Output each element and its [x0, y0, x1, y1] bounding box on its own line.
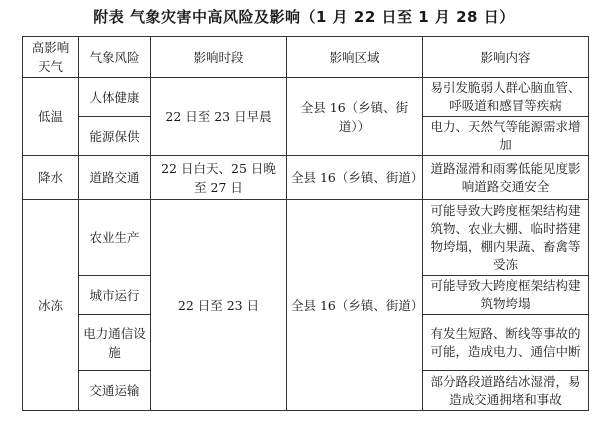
impact-cell: 可能导致大跨度框架结构建筑物垮塌 [423, 276, 589, 315]
table-title: 附表 气象灾害中高风险及影响（1 月 22 日至 1 月 28 日） [93, 8, 515, 26]
area-cell: 全县 16（乡镇、街道） [287, 200, 423, 411]
impact-cell: 部分路段道路结冰湿滑，易造成交通拥堵和事故 [423, 371, 589, 411]
header-period: 影响时段 [151, 37, 287, 78]
risk-cell: 农业生产 [79, 200, 151, 276]
period-cell: 22 日至 23 日早晨 [151, 78, 287, 156]
header-area: 影响区域 [287, 37, 423, 78]
weather-cell: 冰冻 [23, 200, 79, 411]
period-cell: 22 日至 23 日 [151, 200, 287, 411]
weather-cell: 降水 [23, 156, 79, 200]
impact-cell: 电力、天然气等能源需求增加 [423, 117, 589, 156]
impact-cell: 可能导致大跨度框架结构建筑物、农业大棚、临时搭建物垮塌，棚内果蔬、畜禽等受冻 [423, 200, 589, 276]
impact-cell: 有发生短路、断线等事故的可能，造成电力、通信中断 [423, 315, 589, 371]
header-impact: 影响内容 [423, 37, 589, 78]
header-weather: 高影响天气 [23, 37, 79, 78]
table-row [23, 78, 589, 117]
header-row [23, 37, 589, 78]
risk-cell: 电力通信设施 [79, 315, 151, 371]
table-row [23, 200, 589, 276]
table-row [23, 156, 589, 200]
area-cell: 全县 16（乡镇、街道）） [287, 78, 423, 156]
impact-cell: 道路湿滑和雨雾低能见度影响道路交通安全 [423, 156, 589, 200]
period-cell: 22 日白天、25 日晚至 27 日 [151, 156, 287, 200]
risk-cell: 人体健康 [79, 78, 151, 117]
risk-cell: 能源保供 [79, 117, 151, 156]
weather-cell: 低温 [23, 78, 79, 156]
risk-table [22, 36, 589, 411]
risk-cell: 城市运行 [79, 276, 151, 315]
risk-cell: 道路交通 [79, 156, 151, 200]
header-risk: 气象风险 [79, 37, 151, 78]
risk-cell: 交通运输 [79, 371, 151, 411]
area-cell: 全县 16（乡镇、街道） [287, 156, 423, 200]
impact-cell: 易引发脆弱人群心脑血管、呼吸道和感冒等疾病 [423, 78, 589, 117]
